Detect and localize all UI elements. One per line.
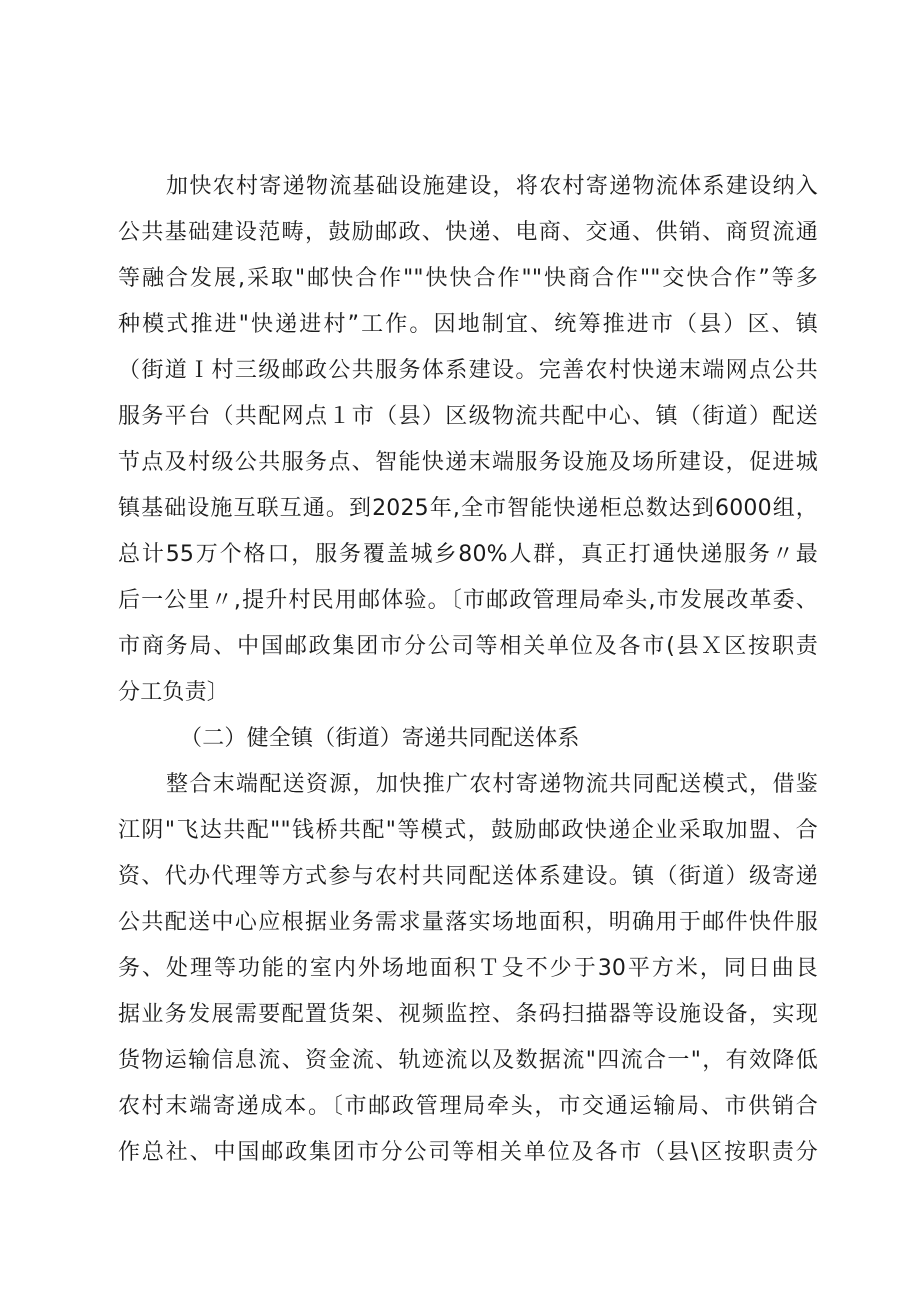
paragraph-2-line-9: 作总社、中国邮政集团市分公司等相关单位及各市（县\区按职责分	[118, 1140, 818, 1165]
section-heading: （二）健全镇（街道）寄递共同配送体系	[180, 726, 580, 751]
paragraph-1-line-10: 后一公里〃,提升村民用邮体验。〔市邮政管理局牵头,市发展改革委、	[118, 588, 818, 613]
paragraph-1-line-3: 等融合发展,采取"邮快合作""快快合作""快商合作""交快合作”等多	[118, 266, 818, 291]
paragraph-1-line-2: 公共基础建设范畴，鼓励邮政、快递、电商、交通、供销、商贸流通	[118, 220, 818, 245]
paragraph-2-line-5: 务、处理等功能的室内外场地面积Ｔ殳不少于30平方米，同日曲艮	[118, 956, 818, 981]
paragraph-2-line-1: 整合末端配送资源，加快推广农村寄递物流共同配送模式，借鉴	[166, 772, 818, 797]
paragraph-1-line-6: 服务平台（共配网点１市（县）区级物流共配中心、镇（街道）配送	[118, 404, 818, 429]
paragraph-2-line-6: 据业务发展需要配置货架、视频监控、条码扫描器等设施设备，实现	[118, 1002, 818, 1027]
paragraph-2-line-3: 资、代办代理等方式参与农村共同配送体系建设。镇（街道）级寄递	[118, 864, 818, 889]
paragraph-2-line-2: 江阴"飞达共配""钱桥共配"等模式，鼓励邮政快递企业采取加盟、合	[118, 818, 818, 843]
paragraph-1-line-8: 镇基础设施互联互通。到2025年,全市智能快递柜总数达到6000组，	[118, 496, 818, 521]
paragraph-1-line-5: （街道Ｉ村三级邮政公共服务体系建设。完善农村快递末端网点公共	[118, 358, 818, 383]
paragraph-1-line-9: 总计55万个格口，服务覆盖城乡80%人群，真正打通快递服务〃最	[118, 542, 818, 567]
paragraph-2-line-8: 农村末端寄递成本。〔市邮政管理局牵头，市交通运输局、市供销合	[118, 1094, 818, 1119]
paragraph-2-line-7: 货物运输信息流、资金流、轨迹流以及数据流"四流合一"，有效降低	[118, 1048, 818, 1073]
paragraph-1-line-7: 节点及村级公共服务点、智能快递末端服务设施及场所建设，促进城	[118, 450, 818, 475]
paragraph-1-line-12: 分工负责〕	[118, 680, 230, 705]
paragraph-1-line-1: 加快农村寄递物流基础设施建设，将农村寄递物流体系建设纳入	[166, 174, 818, 199]
paragraph-2-line-4: 公共配送中心应根据业务需求量落实场地面积，明确用于邮件快件服	[118, 910, 818, 935]
paragraph-1-line-11: 市商务局、中国邮政集团市分公司等相关单位及各市(县Ｘ区按职责	[118, 634, 818, 659]
paragraph-1-line-4: 种模式推进"快递进村”工作。因地制宜、统筹推进市（县）区、镇	[118, 312, 818, 337]
